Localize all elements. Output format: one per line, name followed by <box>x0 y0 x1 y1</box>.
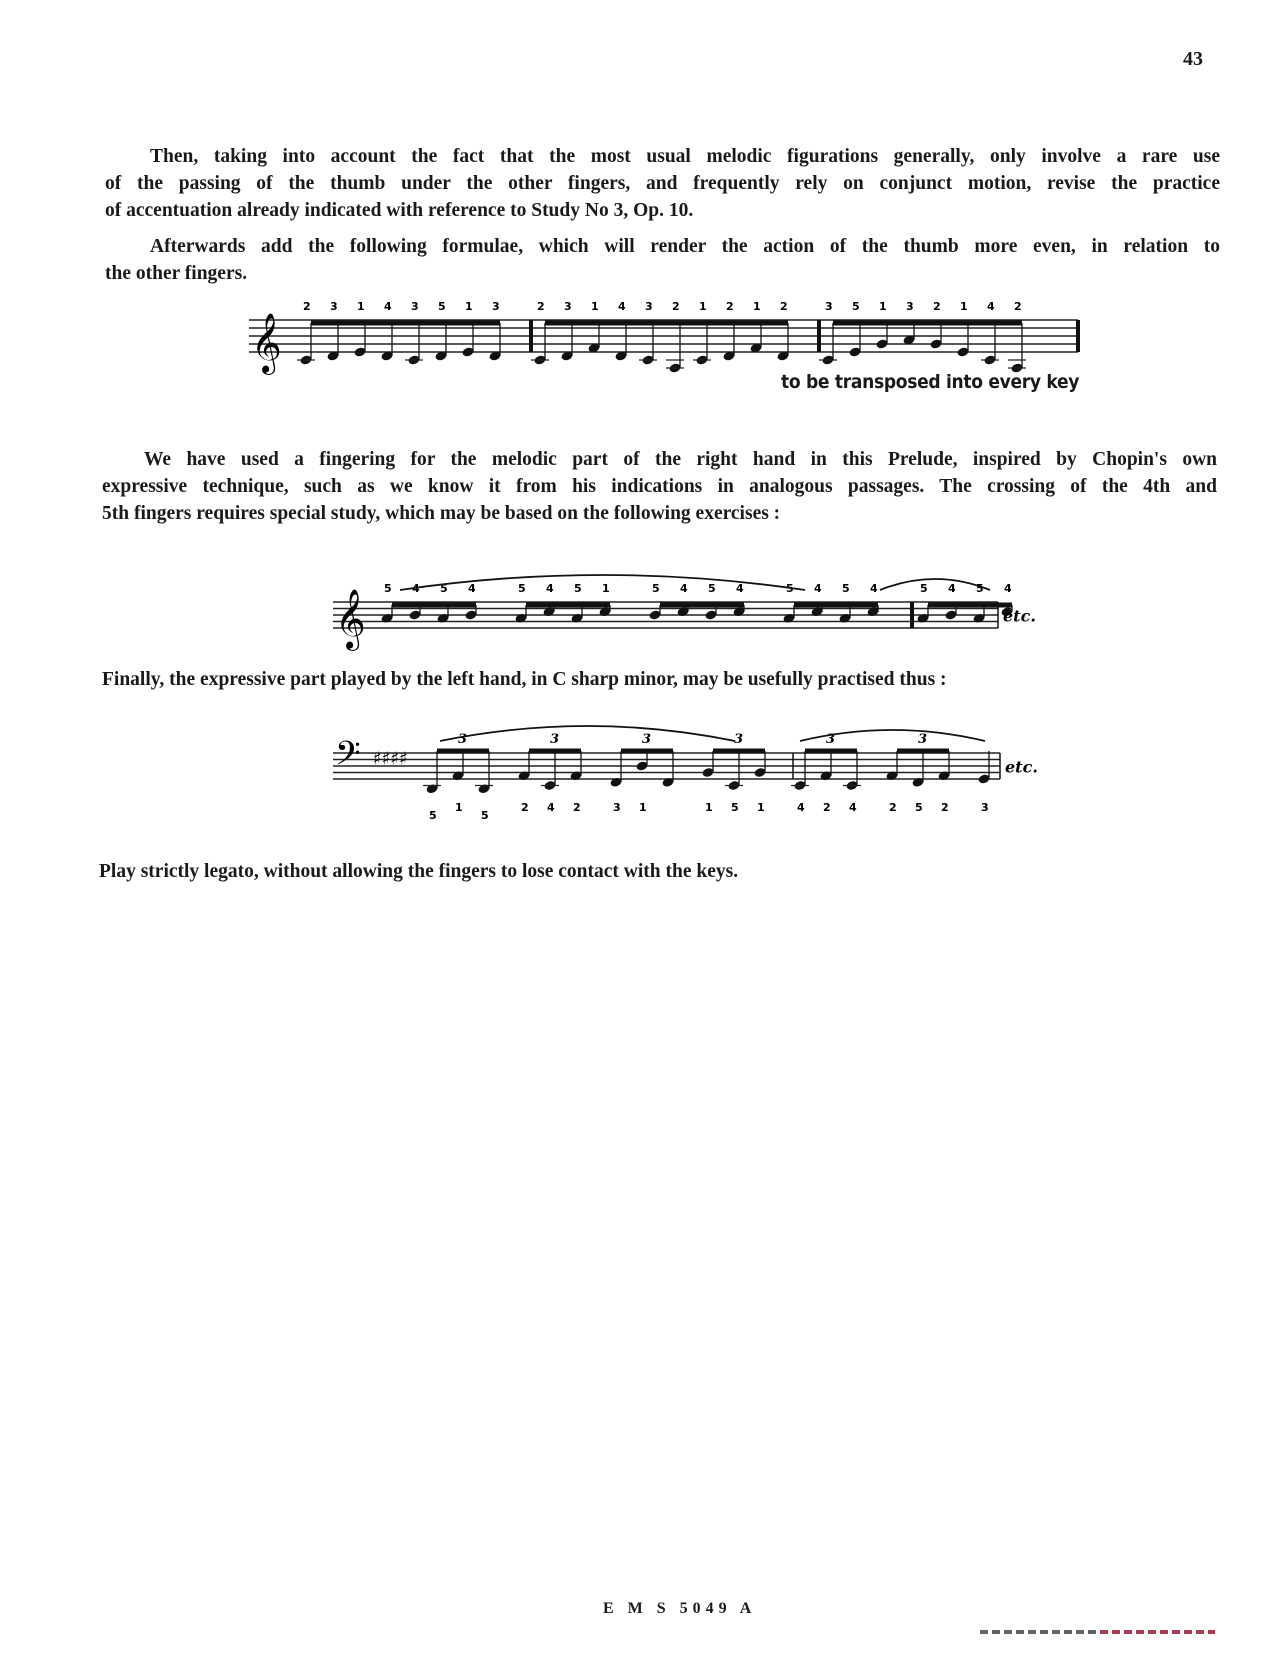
fingering-number: 3 <box>981 801 989 814</box>
publisher-plate-number: E M S 5049 A <box>603 1600 757 1617</box>
fingering-number: 2 <box>537 300 545 313</box>
text-line: of the passing of the thumb under the other fingers, and frequently rely on conjunct motion, revise the practice <box>105 173 1220 194</box>
fingering-number: 4 <box>680 582 688 595</box>
fingering-number: 5 <box>976 582 984 595</box>
text-line: Afterwards add the following formulae, which will render the action of the thumb more even, in relation to <box>150 236 1220 257</box>
text-line: Then, taking into account the fact that the most usual melodic figurations generally, only involve a rare use <box>150 146 1220 167</box>
fingering-number: 4 <box>849 801 857 814</box>
fingering-number: 5 <box>920 582 928 595</box>
fingering-number: 4 <box>870 582 878 595</box>
fingering-number: 4 <box>948 582 956 595</box>
fingering-number: 5 <box>915 801 923 814</box>
fingering-number: 2 <box>780 300 788 313</box>
fingering-number: 3 <box>564 300 572 313</box>
fingering-number: 4 <box>547 801 555 814</box>
triplet-mark: 3 <box>918 732 928 747</box>
fingering-number: 2 <box>823 801 831 814</box>
scan-artifact <box>1100 1630 1215 1634</box>
fingering-number: 1 <box>960 300 968 313</box>
fingering-number: 4 <box>987 300 995 313</box>
fingering-number: 5 <box>852 300 860 313</box>
text-line: of accentuation already indicated with reference to Study No 3, Op. 10. <box>105 200 694 221</box>
fingering-number: 3 <box>411 300 419 313</box>
fingering-number: 3 <box>906 300 914 313</box>
fingering-number: 5 <box>708 582 716 595</box>
fingering-number: 4 <box>468 582 476 595</box>
fingering-number: 2 <box>672 300 680 313</box>
triplet-mark: 3 <box>550 732 560 747</box>
etc-label: etc. <box>1003 606 1036 626</box>
fingering-number: 1 <box>357 300 365 313</box>
fingering-number: 3 <box>330 300 338 313</box>
fingering-number: 1 <box>753 300 761 313</box>
fingering-number: 5 <box>384 582 392 595</box>
fingering-number: 4 <box>814 582 822 595</box>
fingering-number: 5 <box>731 801 739 814</box>
fingering-number: 4 <box>736 582 744 595</box>
fingering-number: 2 <box>303 300 311 313</box>
fingering-number: 1 <box>705 801 713 814</box>
fingering-number: 5 <box>481 809 489 822</box>
text-line: Play strictly legato, without allowing the fingers to lose contact with the keys. <box>99 861 739 882</box>
fingering-number: 5 <box>652 582 660 595</box>
fingering-number: 2 <box>889 801 897 814</box>
fingering-number: 5 <box>786 582 794 595</box>
fingering-number: 3 <box>613 801 621 814</box>
fingering-number: 4 <box>1004 582 1012 595</box>
fingering-number: 5 <box>440 582 448 595</box>
fingering-number: 1 <box>455 801 463 814</box>
fingering-number: 3 <box>825 300 833 313</box>
fingering-number: 1 <box>699 300 707 313</box>
text-line: Finally, the expressive part played by the left hand, in C sharp minor, may be usefully practised thus : <box>102 669 947 690</box>
triplet-mark: 3 <box>458 732 468 747</box>
text-line: expressive technique, such as we know it from his indications in analogous passages. The crossing of the 4th and <box>102 476 1217 497</box>
fingering-number: 5 <box>842 582 850 595</box>
fingering-number: 2 <box>933 300 941 313</box>
page-number: 43 <box>1183 48 1203 70</box>
fingering-number: 1 <box>591 300 599 313</box>
fingering-number: 4 <box>384 300 392 313</box>
fingering-number: 2 <box>1014 300 1022 313</box>
fingering-number: 1 <box>879 300 887 313</box>
treble-clef-icon: 𝄞 <box>251 313 282 373</box>
fingering-number: 4 <box>618 300 626 313</box>
fingering-number: 3 <box>645 300 653 313</box>
text-line: the other fingers. <box>105 263 248 284</box>
fingering-number: 5 <box>438 300 446 313</box>
fingering-number: 2 <box>941 801 949 814</box>
fingering-number: 5 <box>518 582 526 595</box>
bass-clef-icon: 𝄢 <box>335 735 361 782</box>
fingering-number: 5 <box>574 582 582 595</box>
treble-clef-icon: 𝄞 <box>335 589 366 649</box>
triplet-mark: 3 <box>734 732 744 747</box>
fingering-number: 4 <box>546 582 554 595</box>
etc-label: etc. <box>1005 757 1038 777</box>
fingering-number: 4 <box>797 801 805 814</box>
fingering-number: 1 <box>602 582 610 595</box>
text-line: 5th fingers requires special study, which may be based on the following exercises : <box>102 503 781 524</box>
transpose-caption: to be transposed into every key <box>781 371 1080 393</box>
fingering-number: 1 <box>757 801 765 814</box>
fingering-number: 5 <box>429 809 437 822</box>
fingering-number: 1 <box>465 300 473 313</box>
slur <box>440 726 735 741</box>
fingering-number: 1 <box>639 801 647 814</box>
fingering-number: 4 <box>412 582 420 595</box>
triplet-mark: 3 <box>826 732 836 747</box>
key-signature-sharps: ♯♯♯♯ <box>373 748 408 770</box>
fingering-number: 2 <box>573 801 581 814</box>
fingering-number: 3 <box>492 300 500 313</box>
triplet-mark: 3 <box>642 732 652 747</box>
paragraph-5 <box>99 858 1214 885</box>
fingering-number: 2 <box>726 300 734 313</box>
fingering-number: 2 <box>521 801 529 814</box>
text-line: We have used a fingering for the melodic part of the right hand in this Prelude, inspired by Chopin's own <box>144 449 1217 470</box>
